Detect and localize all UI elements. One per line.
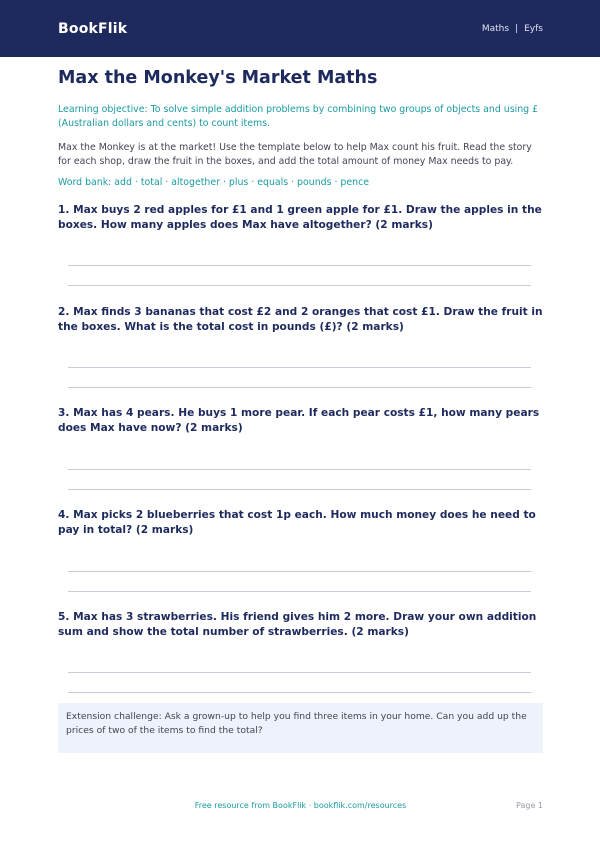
- answer-line[interactable]: [68, 285, 531, 286]
- answer-line[interactable]: [68, 387, 531, 388]
- header-bar: [0, 0, 600, 57]
- question-4: [58, 508, 543, 598]
- learning-objective: Learning objective: To solve simple addition problems by combining two groups of objects and using £ (Australian dollars and cents) to count items.: [58, 104, 539, 129]
- extension-text: Extension challenge: Ask a grown-up to help you find three items in your home. Can you add up the prices of two of the items to find the total?: [66, 711, 527, 736]
- footer-credit[interactable]: Free resource from BookFlik · bookflik.com/resources: [194, 801, 407, 810]
- header-nav: [482, 24, 543, 34]
- question-2: [58, 305, 543, 395]
- answer-line[interactable]: [68, 469, 531, 470]
- question-3: [58, 406, 543, 496]
- answer-line[interactable]: [68, 367, 531, 368]
- question-text: 1. Max buys 2 red apples for £1 and 1 green apple for £1. Draw the apples in the boxes. How many apples does Max have altogether? (2 marks): [58, 204, 542, 231]
- word-bank: Word bank: add · total · altogether · plus · equals · pounds · pence: [58, 177, 369, 188]
- answer-line[interactable]: [68, 489, 531, 490]
- question-text: 5. Max has 3 strawberries. His friend gives him 2 more. Draw your own addition sum and show the total number of strawberries. (2 marks): [58, 611, 537, 638]
- page-title: Max the Monkey's Market Maths: [58, 68, 378, 88]
- answer-line[interactable]: [68, 571, 531, 572]
- answer-line[interactable]: [68, 672, 531, 673]
- worksheet-intro: [58, 57, 543, 190]
- nav-subject[interactable]: Maths: [481, 23, 510, 34]
- answer-line[interactable]: [68, 692, 531, 693]
- nav-separator: |: [515, 23, 519, 34]
- answer-line[interactable]: [68, 265, 531, 266]
- page-number: Page 1: [516, 801, 543, 810]
- question-text: 4. Max picks 2 blueberries that cost 1p each. How much money does he need to pay in total? (2 marks): [58, 509, 536, 536]
- question-text: 3. Max has 4 pears. He buys 1 more pear. If each pear costs £1, how many pears does Max have now? (2 marks): [58, 407, 540, 434]
- question-5: [58, 610, 543, 700]
- brand-logo[interactable]: BookFlik: [58, 20, 128, 37]
- answer-line[interactable]: [68, 591, 531, 592]
- nav-level[interactable]: Eyfs: [524, 23, 543, 34]
- question-text: 2. Max finds 3 bananas that cost £2 and 2 oranges that cost £1. Draw the fruit in the boxes. What is the total cost in pounds (£)? (2 marks): [58, 306, 543, 333]
- question-1: [58, 203, 543, 293]
- footer: [58, 801, 543, 815]
- intro-text: Max the Monkey is at the market! Use the template below to help Max count his fruit. Read the story for each shop, draw the fruit in the boxes, and add the total amount of money Max needs to pay.: [58, 142, 532, 167]
- extension-challenge: [58, 703, 543, 753]
